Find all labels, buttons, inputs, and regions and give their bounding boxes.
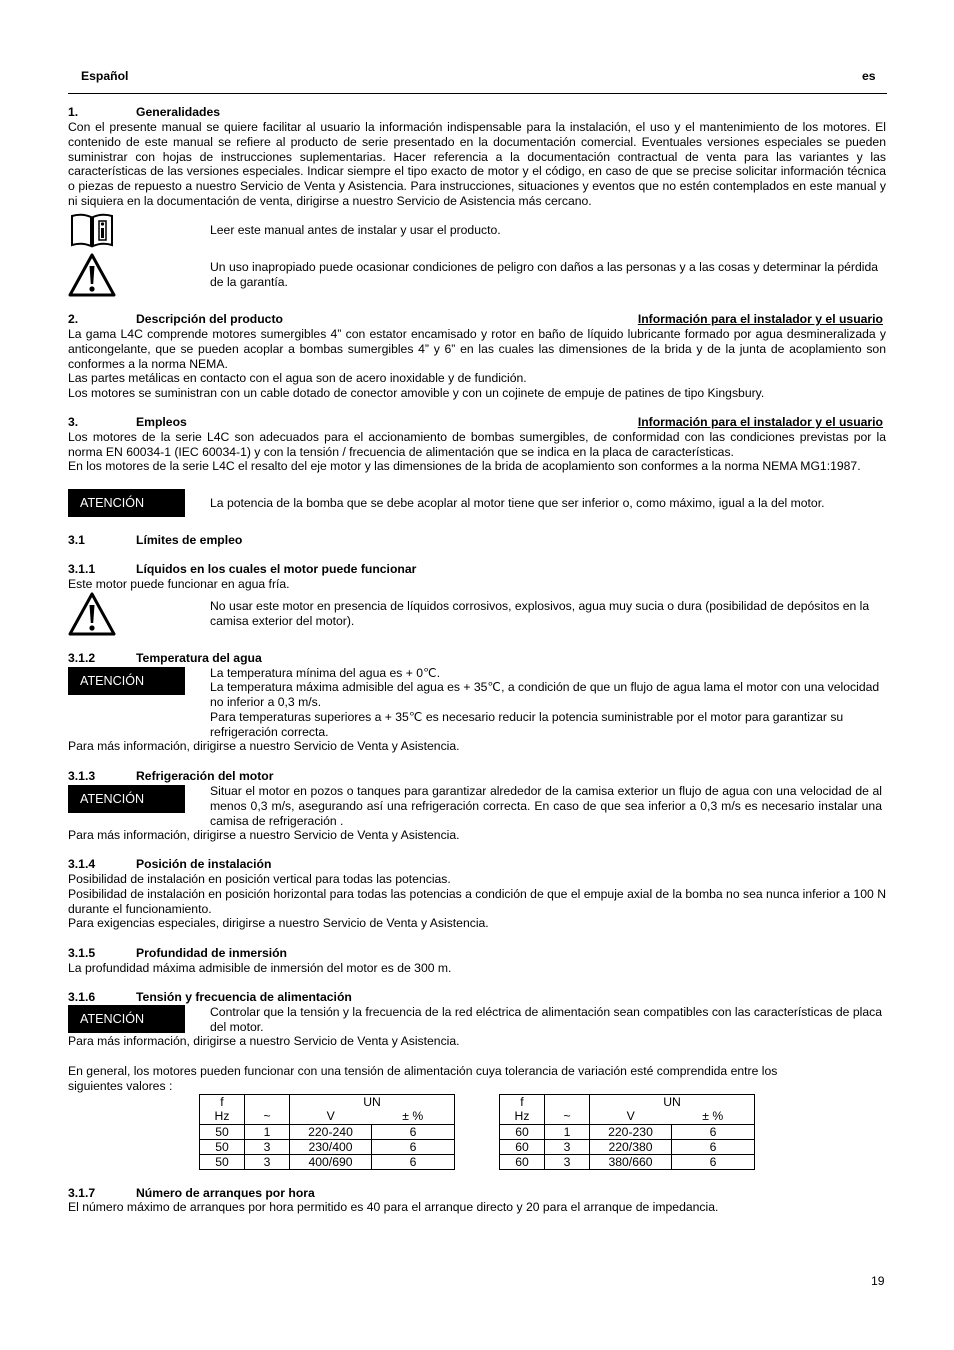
section-title: Descripción del producto: [136, 312, 283, 326]
table-cell: 6: [672, 1124, 755, 1139]
header-cell: ~: [545, 1109, 590, 1124]
manual-book-icon: [70, 212, 114, 248]
section-title: Temperatura del agua: [136, 651, 262, 665]
table-cell: 220-230: [590, 1124, 672, 1139]
header-cell: ± %: [672, 1109, 755, 1124]
header-cell: UN: [290, 1095, 455, 1110]
section-number: 3.1.6: [68, 990, 96, 1004]
section-number: 3.1.2: [68, 651, 96, 665]
section-number: 3.1.3: [68, 769, 96, 783]
header-cell: Hz: [500, 1109, 545, 1124]
section-number: 3.1.5: [68, 946, 96, 960]
section-title: Número de arranques por hora: [136, 1186, 315, 1200]
header-cell: ~: [245, 1109, 290, 1124]
header-rule: [68, 93, 887, 94]
section-title: Líquidos en los cuales el motor puede funcionar: [136, 562, 417, 576]
header-language: Español: [81, 69, 129, 83]
section-3-1-6-heading: [68, 990, 886, 1005]
table-cell: 60: [500, 1139, 545, 1154]
section-2-paragraph-2: Las partes metálicas en contacto con el agua son de acero inoxidable y de fundición.: [68, 371, 527, 385]
table-cell: 6: [372, 1139, 455, 1154]
more-info-text: Para más información, dirigirse a nuestro Servicio de Venta y Asistencia.: [68, 739, 460, 753]
section-3-1-5-heading: [68, 946, 886, 961]
header-cell: ± %: [372, 1109, 455, 1124]
section-3-paragraph-1: Los motores de la serie L4C son adecuados para el accionamiento de bombas sumergibles, de conformidad con las condiciones previstas por la norma EN 60034-1 (IEC 60034-1) y con la tensión / frecuencia de alimentación que se indica en la placa de características.: [68, 430, 886, 459]
table-cell: 6: [672, 1139, 755, 1154]
table-row: [500, 1155, 755, 1170]
section-3-paragraph-2: En los motores de la serie L4C el resalto del eje motor y las dimensiones de la brida de acoplamiento son conformes a la norma NEMA MG1:1987.: [68, 459, 861, 473]
voltage-tolerance-intro: En general, los motores pueden funcionar con una tensión de alimentación cuya tolerancia de variación esté comprendida entre los siguientes valores :: [68, 1064, 778, 1093]
table-cell: 50: [200, 1155, 245, 1170]
section-3-1-3-heading: [68, 769, 886, 784]
table-row: [500, 1124, 755, 1139]
table-cell: 3: [245, 1155, 290, 1170]
section-2-heading: [68, 312, 886, 327]
voltage-check-text: Controlar que la tensión y la frecuencia de la red eléctrica de alimentación sean compatibles con las características de placa del motor.: [210, 1005, 882, 1034]
header-cell: [545, 1095, 590, 1110]
section-3-1-1-heading: [68, 562, 886, 577]
audience-note: Información para el instalador y el usuario: [637, 312, 883, 326]
voltage-table-50hz: [199, 1094, 455, 1170]
section-number: 2.: [68, 312, 79, 326]
temperature-min: La temperatura mínima del agua es + 0℃.: [210, 666, 441, 680]
header-cell: V: [290, 1109, 372, 1124]
table-cell: 3: [245, 1139, 290, 1154]
section-number: 3.: [68, 415, 79, 429]
temperature-above: Para temperaturas superiores a + 35℃ es necesario reducir la potencia suministrable por el motor para garantizar su refrigeración correcta.: [210, 710, 844, 739]
page-number: 19: [871, 1274, 885, 1288]
table-cell: 1: [545, 1124, 590, 1139]
table-row: [500, 1139, 755, 1154]
temperature-max: La temperatura máxima admisible del agua es + 35℃, a condición de que un flujo de agua lama el motor con una velocidad no inferior a 0,3 m/s.: [210, 680, 880, 709]
section-title: Generalidades: [136, 105, 220, 119]
table-cell: 1: [245, 1124, 290, 1139]
section-number: 3.1.4: [68, 857, 96, 871]
attention-badge: ATENCIÓN: [68, 785, 185, 813]
table-row: [200, 1124, 455, 1139]
table-cell: 220/380: [590, 1139, 672, 1154]
section-number: 1.: [68, 105, 79, 119]
section-2-paragraph-3: Los motores se suministran con un cable dotado de conector amovible y con un cojinete de empuje de patines de tipo Kingsbury.: [68, 386, 765, 400]
section-1-heading: [68, 105, 886, 120]
section-number: 3.1.7: [68, 1186, 96, 1200]
section-3-1-4-heading: [68, 857, 886, 872]
starts-per-hour-text: El número máximo de arranques por hora permitido es 40 para el arranque directo y 20 para el arranque de impedancia.: [68, 1200, 719, 1214]
header-cell: [245, 1095, 290, 1110]
section-3-1-7-heading: [68, 1186, 886, 1201]
section-3-1-heading: [68, 533, 886, 548]
improper-use-warning: Un uso inapropiado puede ocasionar condiciones de peligro con daños a las personas y a las cosas y determinar la pérdida de la garantía.: [210, 260, 879, 289]
table-cell: 3: [545, 1155, 590, 1170]
section-2-paragraph-1: La gama L4C comprende motores sumergibles 4” con estator encamisado y rotor en baño de líquido lubricante formado por agua desmineralizada y anticongelante, que se pueden acoplar a bombas sumergibles 4” y 6” en las cuales las dimensiones de la brida y de la junta de acoplamiento son conformes a la norma NEMA.: [68, 327, 886, 371]
section-title: Profundidad de inmersión: [136, 946, 287, 960]
voltage-table-60hz: [499, 1094, 755, 1170]
table-row: [200, 1139, 455, 1154]
table-cell: 60: [500, 1124, 545, 1139]
table-cell: 230/400: [290, 1139, 372, 1154]
section-title: Refrigeración del motor: [136, 769, 274, 783]
header-cell: Hz: [200, 1109, 245, 1124]
installation-horizontal: Posibilidad de instalación en posición horizontal para todas las potencias a condición de que el empuje axial de la bomba no sea nunca inferior a 100 N durante el funcionamiento.: [68, 887, 886, 916]
section-3-1-2-heading: [68, 651, 886, 666]
section-number: 3.1: [68, 533, 85, 547]
audience-note: Información para el instalador y el usuario: [637, 415, 883, 429]
header-cell: V: [590, 1109, 672, 1124]
table-cell: 380/660: [590, 1155, 672, 1170]
table-cell: 50: [200, 1139, 245, 1154]
section-3-1-1-text: Este motor puede funcionar en agua fría.: [68, 577, 290, 591]
liquids-warning: No usar este motor en presencia de líquidos corrosivos, explosivos, agua muy sucia o dura (posibilidad de depósitos en la camisa exterior del motor).: [210, 599, 870, 628]
attention-badge: ATENCIÓN: [68, 489, 185, 517]
section-3-heading: [68, 415, 886, 430]
installation-vertical: Posibilidad de instalación en posición vertical para todas las potencias.: [68, 872, 451, 886]
section-title: Límites de empleo: [136, 533, 243, 547]
table-cell: 60: [500, 1155, 545, 1170]
header-cell: f: [500, 1095, 545, 1110]
read-manual-notice: Leer este manual antes de instalar y usar el producto.: [210, 223, 501, 237]
table-cell: 6: [372, 1155, 455, 1170]
more-info-text: Para más información, dirigirse a nuestro Servicio de Venta y Asistencia.: [68, 1034, 460, 1048]
attention-text: La potencia de la bomba que se debe acoplar al motor tiene que ser inferior o, como máximo, igual a la del motor.: [210, 496, 825, 510]
table-cell: 6: [672, 1155, 755, 1170]
section-1-text: Con el presente manual se quiere facilitar al usuario la información indispensable para la instalación, el uso y el mantenimiento de los motores. El contenido de este manual se refiere al producto de serie presentado en la documentación comercial. Eventuales versiones especiales se pueden suministrar con hojas de instrucciones suplementarias. Hacer referencia a la documentación contractual de venta para las variantes y las características de las versiones especiales. Indicar siempre el tipo exacto de motor y el código, en caso de que se precise solicitar información técnica o piezas de repuesto a nuestro Servicio de Venta y Asistencia. Para instrucciones, situaciones y eventos que no estén contemplados en este manual y ni siquiera en la documentación de venta, dirigirse a nuestro Servicio de Asistencia más cercano.: [68, 120, 886, 208]
table-cell: 50: [200, 1124, 245, 1139]
header-language-code: es: [862, 69, 876, 83]
warning-triangle-icon: [67, 591, 117, 637]
warning-triangle-icon: [67, 252, 117, 298]
section-title: Tensión y frecuencia de alimentación: [136, 990, 352, 1004]
table-row: [200, 1155, 455, 1170]
header-cell: UN: [590, 1095, 755, 1110]
table-cell: 220-240: [290, 1124, 372, 1139]
attention-badge: ATENCIÓN: [68, 1005, 185, 1033]
cooling-text: Situar el motor en pozos o tanques para garantizar alrededor de la camisa exterior un flujo de agua con una velocidad de al menos 0,3 m/s, asegurando así una refrigeración correcta. En caso de que sea inferior a 0,3 m/s es necesario instalar una camisa de refrigeración .: [210, 784, 882, 828]
section-number: 3.1.1: [68, 562, 96, 576]
immersion-depth-text: La profundidad máxima admisible de inmersión del motor es de 300 m.: [68, 961, 452, 975]
more-info-text: Para más información, dirigirse a nuestro Servicio de Venta y Asistencia.: [68, 828, 460, 842]
table-cell: 6: [372, 1124, 455, 1139]
special-requirements: Para exigencias especiales, dirigirse a nuestro Servicio de Venta y Asistencia.: [68, 916, 489, 930]
header-cell: f: [200, 1095, 245, 1110]
table-cell: 3: [545, 1139, 590, 1154]
section-title: Empleos: [136, 415, 187, 429]
table-cell: 400/690: [290, 1155, 372, 1170]
section-title: Posición de instalación: [136, 857, 272, 871]
attention-badge: ATENCIÓN: [68, 667, 185, 695]
